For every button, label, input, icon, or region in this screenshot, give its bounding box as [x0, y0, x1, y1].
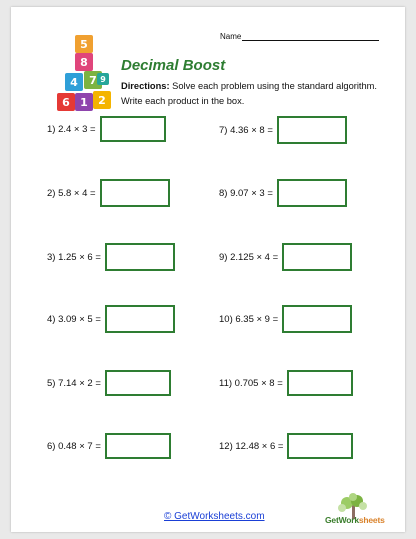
problem-label: 6) 0.48 × 7 = — [47, 440, 101, 452]
problem-label: 9) 2.125 × 4 = — [219, 251, 279, 263]
problem-label: 11) 0.705 × 8 = — [219, 377, 283, 389]
problem-label: 7) 4.36 × 8 = — [219, 124, 273, 136]
answer-box[interactable] — [105, 370, 171, 396]
problem-1 — [47, 116, 166, 142]
answer-box[interactable] — [105, 243, 175, 271]
block-cube: 4 — [65, 73, 83, 91]
problem-3 — [47, 243, 175, 271]
worksheet-title: Decimal Boost — [121, 57, 226, 74]
block-cube: 6 — [57, 93, 75, 111]
problem-label: 3) 1.25 × 6 = — [47, 251, 101, 263]
number-blocks-illustration — [57, 33, 115, 111]
directions-text: Solve each problem using the standard algorithm. Write each product in the box. — [121, 81, 377, 106]
problem-12 — [219, 433, 353, 459]
directions — [121, 79, 377, 109]
problem-8 — [219, 179, 347, 207]
block-cube: 7 — [84, 71, 102, 89]
problem-label: 8) 9.07 × 3 = — [219, 187, 273, 199]
answer-box[interactable] — [277, 179, 347, 207]
problem-4 — [47, 305, 175, 333]
logo-text-a: GetWork — [325, 515, 359, 525]
problem-11 — [219, 370, 353, 396]
answer-box[interactable] — [277, 116, 347, 144]
block-cube: 9 — [97, 73, 109, 85]
worksheet-page — [11, 7, 405, 532]
problem-2 — [47, 179, 170, 207]
problem-label: 2) 5.8 × 4 = — [47, 187, 96, 199]
logo-wordmark — [325, 515, 385, 525]
problem-label: 12) 12.48 × 6 = — [219, 440, 284, 452]
name-label: Name — [220, 32, 242, 41]
problem-label: 4) 3.09 × 5 = — [47, 313, 101, 325]
getworksheets-link[interactable]: © GetWorksheets.com — [164, 511, 265, 522]
problem-6 — [47, 433, 171, 459]
problem-label: 5) 7.14 × 2 = — [47, 377, 101, 389]
problem-label: 1) 2.4 × 3 = — [47, 123, 96, 135]
answer-box[interactable] — [282, 243, 352, 271]
block-cube: 8 — [75, 53, 93, 71]
block-cube: 5 — [75, 35, 93, 53]
answer-box[interactable] — [287, 370, 353, 396]
answer-box[interactable] — [105, 433, 171, 459]
problem-10 — [219, 305, 352, 333]
logo-text-b: sheets — [358, 515, 385, 525]
block-cube: 2 — [93, 91, 111, 109]
name-line[interactable] — [242, 40, 379, 41]
problem-9 — [219, 243, 352, 271]
problem-7 — [219, 116, 347, 144]
answer-box[interactable] — [105, 305, 175, 333]
block-cube: 1 — [75, 93, 93, 111]
answer-box[interactable] — [100, 116, 166, 142]
answer-box[interactable] — [100, 179, 170, 207]
directions-label: Directions: — [121, 81, 170, 91]
problem-5 — [47, 370, 171, 396]
tree-logo-icon — [319, 493, 389, 531]
problem-label: 10) 6.35 × 9 = — [219, 313, 279, 325]
answer-box[interactable] — [287, 433, 353, 459]
answer-box[interactable] — [282, 305, 352, 333]
